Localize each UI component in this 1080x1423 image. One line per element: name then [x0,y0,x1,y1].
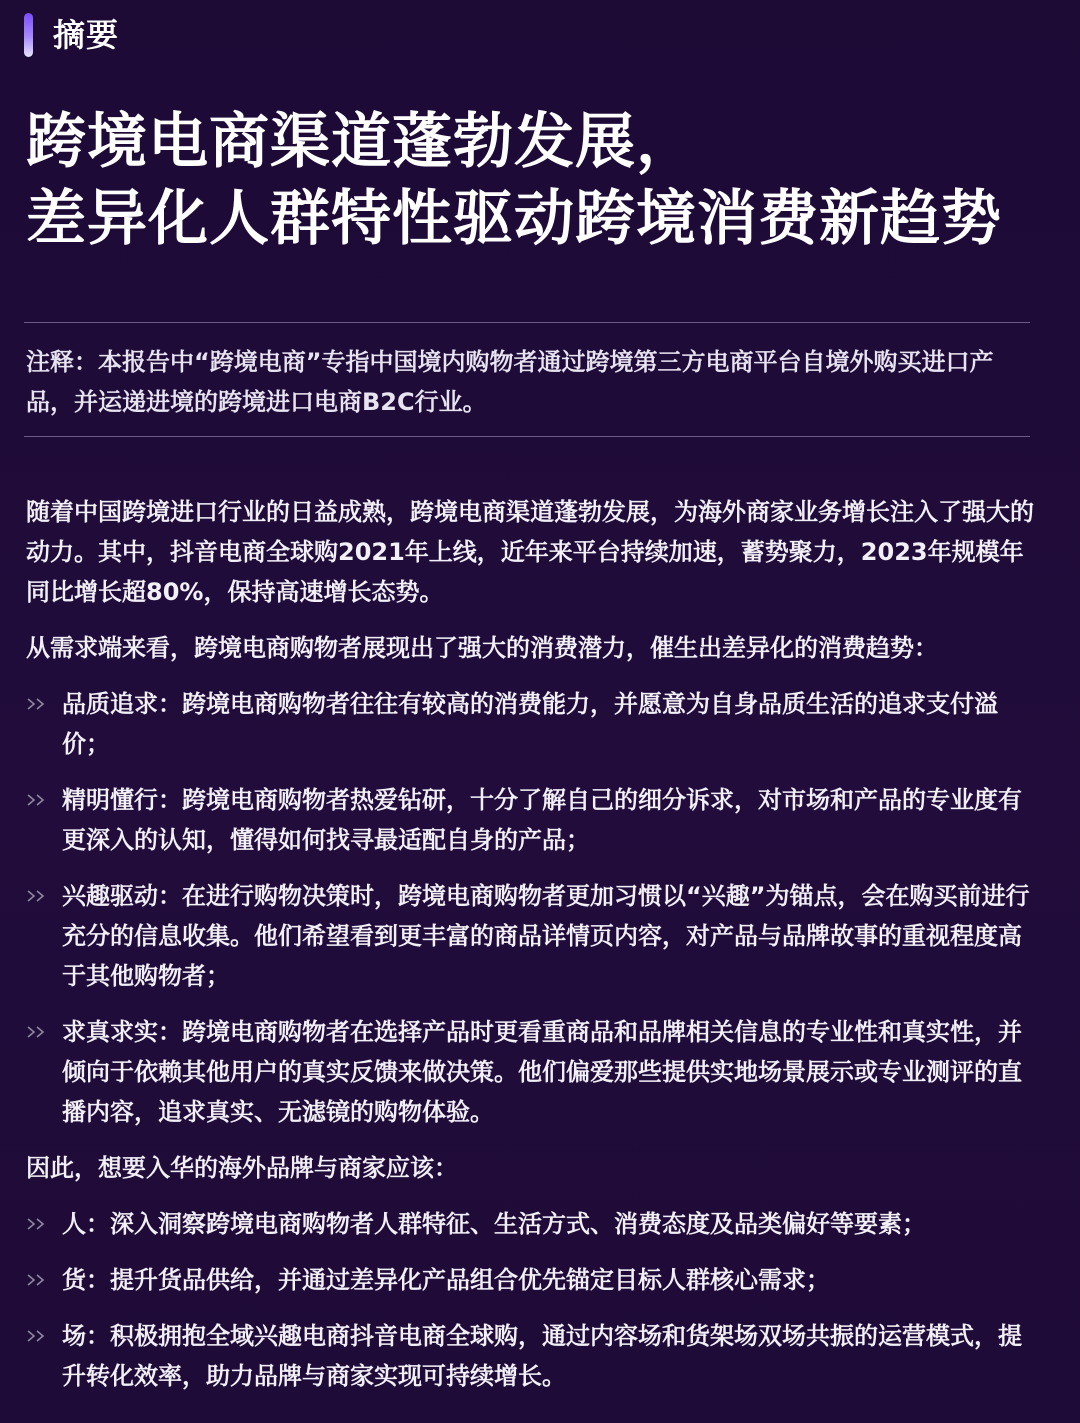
advice-item-venue: 场：积极拥抱全域兴趣电商抖音电商全球购，通过内容场和货架场双场共振的运营模式，提升转化效率，助力品牌与商家实现可持续增长。 [62,1322,1022,1390]
double-chevron-icon [26,696,50,712]
demand-item-quality: 品质追求：跨境电商购物者往往有较高的消费能力，并愿意为自身品质生活的追求支付溢价； [62,690,998,758]
title-line-2: 差异化人群特性驱动跨境消费新趋势 [26,184,1002,254]
double-chevron-icon [26,792,50,808]
advice-item-goods: 货：提升货品供给，并通过差异化产品组合优先锚定目标人群核心需求； [62,1266,830,1294]
list-item [26,1260,1036,1300]
list-item [26,780,1036,860]
title-line-1: 跨境电商渠道蓬勃发展， [26,107,697,177]
summary-body [26,492,1036,1396]
double-chevron-icon [26,1216,50,1232]
page-title [26,104,1066,258]
divider-bottom [24,436,1030,437]
list-item [26,1204,1036,1244]
divider-top [24,322,1030,323]
section-header [24,12,119,58]
demand-item-interest: 兴趣驱动：在进行购物决策时，跨境电商购物者更加习惯以“兴趣”为锚点，会在购买前进行充分的信息收集。他们希望看到更丰富的商品详情页内容，对产品与品牌故事的重视程度高于其他购物者； [62,882,1030,990]
double-chevron-icon [26,1024,50,1040]
list-item [26,1316,1036,1396]
accent-bar-icon [24,13,33,57]
footnote: 注释：本报告中“跨境电商”专指中国境内购物者通过跨境第三方电商平台自境外购买进口产品，并运递进境的跨境进口电商B2C行业。 [26,348,994,416]
demand-lead: 从需求端来看，跨境电商购物者展现出了强大的消费潜力，催生出差异化的消费趋势： [26,634,938,662]
list-item [26,684,1036,764]
list-item [26,1012,1036,1132]
double-chevron-icon [26,1328,50,1344]
section-label: 摘要 [53,16,120,54]
intro-paragraph: 随着中国跨境进口行业的日益成熟，跨境电商渠道蓬勃发展，为海外商家业务增长注入了强大的动力。其中，抖音电商全球购2021年上线，近年来平台持续加速，蓄势聚力，2023年规模年同比增长超80%，保持高速增长态势。 [26,498,1034,606]
double-chevron-icon [26,1272,50,1288]
advice-lead: 因此，想要入华的海外品牌与商家应该： [26,1154,458,1182]
advice-item-people: 人：深入洞察跨境电商购物者人群特征、生活方式、消费态度及品类偏好等要素； [62,1210,926,1238]
demand-item-authentic: 求真求实：跨境电商购物者在选择产品时更看重商品和品牌相关信息的专业性和真实性，并倾向于依赖其他用户的真实反馈来做决策。他们偏爱那些提供实地场景展示或专业测评的直播内容，追求真实、无滤镜的购物体验。 [62,1018,1022,1126]
double-chevron-icon [26,888,50,904]
list-item [26,876,1036,996]
demand-item-savvy: 精明懂行：跨境电商购物者热爱钻研，十分了解自己的细分诉求，对市场和产品的专业度有更深入的认知，懂得如何找寻最适配自身的产品； [62,786,1022,854]
